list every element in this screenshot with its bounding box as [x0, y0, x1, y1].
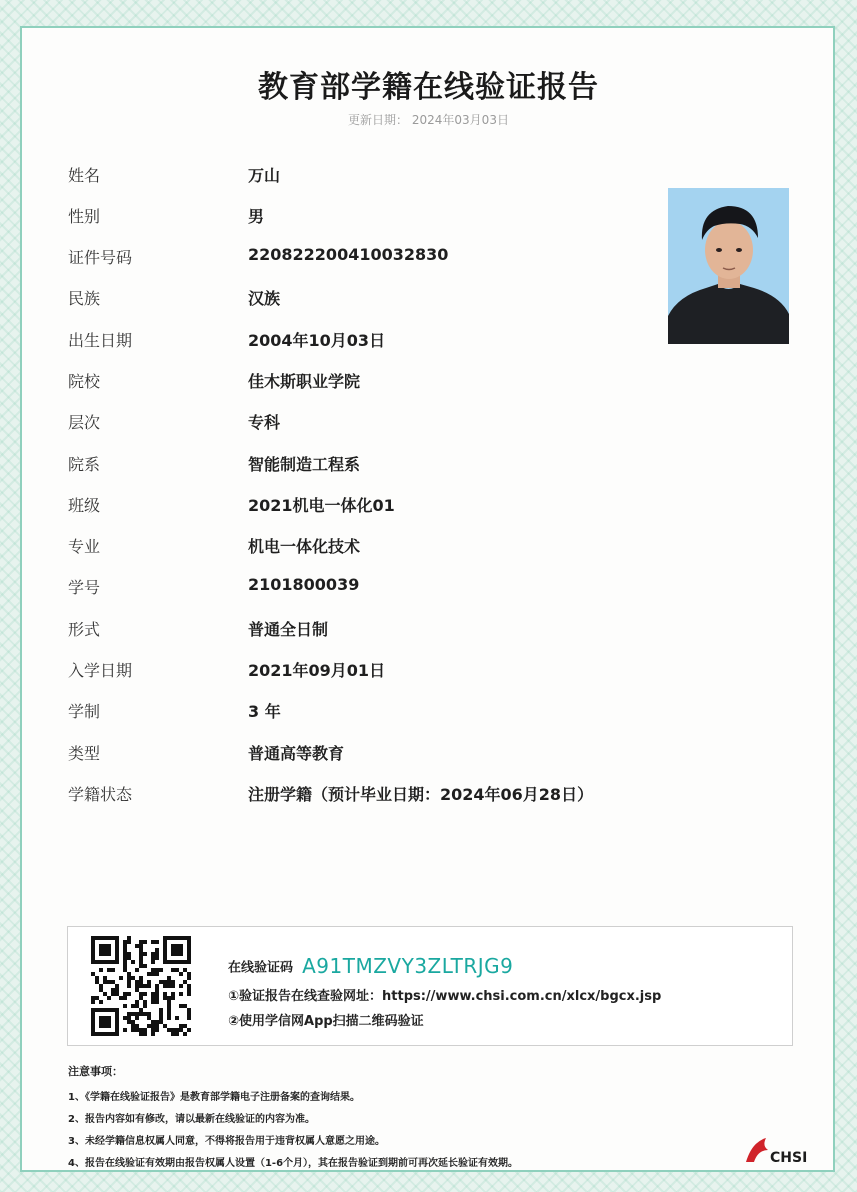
update-date-value: 2024年03月03日 [411, 113, 509, 127]
verification-app-line: ②使用学信网App扫描二维码验证 [228, 1014, 424, 1029]
person-silhouette-icon [668, 188, 789, 344]
field-row-enrollment-date [0, 658, 660, 682]
field-row-level [0, 410, 660, 434]
note-item: 4、报告在线验证有效期由报告权属人设置（1-6个月），其在报告验证到期前可再次延长验证有效期。 [68, 1158, 519, 1169]
field-value: 佳木斯职业学院 [248, 372, 361, 391]
notes-title: 注意事项： [68, 1065, 123, 1078]
field-label: 院系 [68, 455, 101, 474]
field-row-ethnicity [0, 286, 660, 310]
verification-code-line [228, 954, 513, 978]
field-row-department [0, 452, 660, 476]
field-value: 万山 [248, 166, 281, 185]
student-photo [668, 188, 789, 344]
field-label: 学号 [68, 578, 101, 597]
field-value: 智能制造工程系 [248, 455, 361, 474]
verification-code-value: A91TMZVY3ZLTRJG9 [302, 954, 514, 978]
field-label: 姓名 [68, 166, 101, 185]
field-value: 2021年09月01日 [248, 661, 386, 680]
report-title: 教育部学籍在线验证报告 [258, 70, 599, 105]
chsi-logo-text: CHSI [770, 1150, 808, 1166]
field-value: 男 [248, 207, 265, 226]
field-row-name [0, 163, 660, 187]
field-row-duration [0, 699, 660, 723]
field-row-status [0, 782, 660, 806]
field-row-major [0, 534, 660, 558]
field-label: 学制 [68, 702, 101, 721]
field-label: 学籍状态 [68, 785, 133, 804]
field-value: 2101800039 [248, 575, 360, 594]
field-value: 2004年10月03日 [248, 331, 386, 350]
qr-code-icon[interactable] [90, 936, 198, 1040]
field-label: 形式 [68, 620, 101, 639]
field-row-id-number [0, 245, 660, 269]
field-label: 层次 [68, 413, 101, 432]
field-label: 班级 [68, 496, 101, 515]
field-row-type [0, 741, 660, 765]
field-label: 民族 [68, 289, 101, 308]
field-row-school [0, 369, 660, 393]
update-date-label: 更新日期： [348, 113, 409, 127]
field-label: 证件号码 [68, 248, 133, 267]
field-label: 性别 [68, 207, 101, 226]
field-value: 220822200410032830 [248, 245, 449, 264]
note-item: 2、报告内容如有修改，请以最新在线验证的内容为准。 [68, 1114, 315, 1125]
note-item: 3、未经学籍信息权属人同意，不得将报告用于违背权属人意愿之用途。 [68, 1136, 385, 1147]
field-label: 类型 [68, 744, 101, 763]
field-value: 普通全日制 [248, 620, 329, 639]
field-value: 注册学籍（预计毕业日期：2024年06月28日） [248, 785, 594, 804]
field-label: 入学日期 [68, 661, 133, 680]
field-value: 汉族 [248, 289, 281, 308]
update-date [0, 111, 857, 128]
field-label: 院校 [68, 372, 101, 391]
field-row-gender [0, 204, 660, 228]
field-row-class [0, 493, 660, 517]
field-value: 3 年 [248, 702, 281, 721]
field-row-birth-date [0, 328, 660, 352]
field-label: 出生日期 [68, 331, 133, 350]
field-row-student-number [0, 575, 660, 599]
field-value: 普通高等教育 [248, 744, 345, 763]
field-value: 专科 [248, 413, 281, 432]
verification-code-label: 在线验证码 [228, 960, 294, 976]
field-value: 2021机电一体化01 [248, 496, 395, 515]
field-label: 专业 [68, 537, 101, 556]
field-value: 机电一体化技术 [248, 537, 361, 556]
verification-url-line[interactable]: ①验证报告在线查验网址：https://www.chsi.com.cn/xlcx/bgcx.jsp [228, 989, 662, 1004]
field-row-study-form [0, 617, 660, 641]
note-item: 1、《学籍在线验证报告》是教育部学籍电子注册备案的查询结果。 [68, 1092, 360, 1103]
